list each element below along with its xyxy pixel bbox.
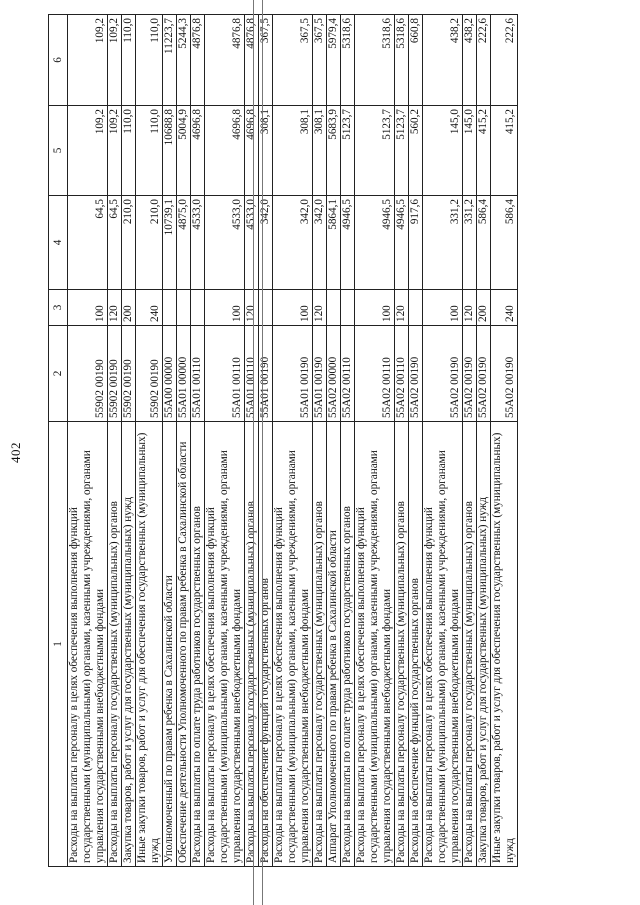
row-value-col5: 109,2 [108, 106, 122, 196]
row-expense-type: 120 [395, 290, 409, 326]
row-value-col6: 438,2 [423, 15, 463, 106]
row-value-col4: 210,0 [122, 196, 136, 290]
row-value-col6: 5318,6 [341, 15, 355, 106]
row-code: 55902 00190 [108, 326, 122, 422]
table-row [313, 15, 327, 867]
row-value-col6: 222,6 [477, 15, 491, 106]
row-value-col5: 4696,8 [245, 106, 259, 196]
row-expense-type: 200 [477, 290, 491, 326]
column-header: 5 [49, 106, 68, 196]
row-value-col6: 367,5 [259, 15, 273, 106]
table-row [163, 15, 177, 867]
row-name: Расходы на выплаты персоналу в целях обеспечения выполнения функций государственными (муниципальными) органами, казенными учреждениями, органами управления государственными внебюджетными фондами [68, 422, 108, 867]
row-value-col4: 586,4 [491, 196, 518, 290]
table-row [205, 15, 245, 867]
table-row [136, 15, 163, 867]
row-value-col5: 308,1 [313, 106, 327, 196]
row-value-col5: 109,2 [68, 106, 108, 196]
row-code: 55А02 00190 [477, 326, 491, 422]
row-expense-type [163, 290, 177, 326]
row-value-col6: 367,5 [313, 15, 327, 106]
header-row [49, 15, 68, 867]
row-value-col6: 5318,6 [395, 15, 409, 106]
row-expense-type [409, 290, 423, 326]
table-row [423, 15, 463, 867]
row-code: 55А01 00000 [177, 326, 191, 422]
row-name: Расходы на выплаты персоналу в целях обеспечения выполнения функций государственными (муниципальными) органами, казенными учреждениями, органами управления государственными внебюджетными фондами [273, 422, 313, 867]
row-value-col4: 4875,0 [177, 196, 191, 290]
row-code: 55А01 00190 [313, 326, 327, 422]
row-name: Расходы на выплаты персоналу государственных (муниципальных) органов [395, 422, 409, 867]
row-name: Закупка товаров, работ и услуг для государственных (муниципальных) нужд [477, 422, 491, 867]
table-row [463, 15, 477, 867]
row-name: Расходы на выплаты персоналу в целях обеспечения выполнения функций государственными (муниципальными) органами, казенными учреждениями, органами управления государственными внебюджетными фондами [205, 422, 245, 867]
row-value-col5: 110,0 [122, 106, 136, 196]
row-expense-type: 240 [136, 290, 163, 326]
row-value-col4: 4946,5 [341, 196, 355, 290]
row-name: Обеспечение деятельности Уполномоченного по правам ребенка в Сахалинской области [177, 422, 191, 867]
table-row [341, 15, 355, 867]
row-value-col4: 331,2 [463, 196, 477, 290]
row-name: Иные закупки товаров, работ и услуг для обеспечения государственных (муниципальных) нужд [136, 422, 163, 867]
row-code: 55902 00190 [136, 326, 163, 422]
page-number: 402 [8, 442, 23, 463]
row-value-col5: 10688,8 [163, 106, 177, 196]
row-expense-type: 120 [245, 290, 259, 326]
row-name: Расходы на выплаты персоналу государственных (муниципальных) органов [463, 422, 477, 867]
table-row [477, 15, 491, 867]
row-value-col4: 342,0 [259, 196, 273, 290]
row-value-col6: 5244,3 [177, 15, 191, 106]
table-row [68, 15, 108, 867]
row-name: Расходы на обеспечение функций государственных органов [259, 422, 273, 867]
row-value-col4: 342,0 [313, 196, 327, 290]
row-value-col5: 4696,8 [191, 106, 205, 196]
row-name: Расходы на выплаты персоналу государственных (муниципальных) органов [245, 422, 259, 867]
row-name: Закупка товаров, работ и услуг для государственных (муниципальных) нужд [122, 422, 136, 867]
row-expense-type [191, 290, 205, 326]
row-value-col4: 64,5 [68, 196, 108, 290]
scan-artifact-line [253, 0, 254, 905]
row-value-col5: 5123,7 [341, 106, 355, 196]
table-row [245, 15, 259, 867]
row-name: Иные закупки товаров, работ и услуг для обеспечения государственных (муниципальных) нужд [491, 422, 518, 867]
row-value-col5: 415,2 [477, 106, 491, 196]
row-value-col4: 331,2 [423, 196, 463, 290]
row-value-col6: 5979,4 [327, 15, 341, 106]
row-code: 55А02 00000 [327, 326, 341, 422]
row-code: 55А01 00110 [205, 326, 245, 422]
table-row [327, 15, 341, 867]
row-expense-type [327, 290, 341, 326]
table-row [355, 15, 395, 867]
column-header: 1 [49, 422, 68, 867]
row-expense-type: 100 [423, 290, 463, 326]
row-value-col4: 4533,0 [205, 196, 245, 290]
table-row [491, 15, 518, 867]
row-value-col4: 210,0 [136, 196, 163, 290]
row-code: 55А02 00110 [395, 326, 409, 422]
row-code: 55А02 00190 [423, 326, 463, 422]
row-code: 55А01 00110 [191, 326, 205, 422]
row-name: Расходы на выплаты персоналу государственных (муниципальных) органов [313, 422, 327, 867]
table-row [191, 15, 205, 867]
row-value-col5: 110,0 [136, 106, 163, 196]
row-value-col6: 110,0 [136, 15, 163, 106]
row-code: 55А02 00190 [463, 326, 477, 422]
row-value-col5: 145,0 [423, 106, 463, 196]
table-row [273, 15, 313, 867]
row-value-col6: 109,2 [68, 15, 108, 106]
row-value-col5: 145,0 [463, 106, 477, 196]
row-code: 55А02 00190 [491, 326, 518, 422]
row-expense-type [259, 290, 273, 326]
table-row [259, 15, 273, 867]
row-name: Расходы на выплаты персоналу в целях обеспечения выполнения функций государственными (муниципальными) органами, казенными учреждениями, органами управления государственными внебюджетными фондами [423, 422, 463, 867]
row-value-col5: 5683,9 [327, 106, 341, 196]
column-header: 6 [49, 15, 68, 106]
row-expense-type: 120 [108, 290, 122, 326]
row-value-col4: 4533,0 [245, 196, 259, 290]
row-name: Аппарат Уполномоченного по правам ребенка в Сахалинской области [327, 422, 341, 867]
row-value-col6: 4876,8 [245, 15, 259, 106]
row-expense-type: 120 [313, 290, 327, 326]
table-row [108, 15, 122, 867]
row-value-col6: 109,2 [108, 15, 122, 106]
row-value-col4: 342,0 [273, 196, 313, 290]
row-expense-type: 200 [122, 290, 136, 326]
row-code: 55902 00190 [122, 326, 136, 422]
scan-artifact-line [262, 0, 263, 905]
column-header: 2 [49, 326, 68, 422]
row-code: 55А01 00190 [259, 326, 273, 422]
row-value-col5: 560,2 [409, 106, 423, 196]
row-value-col6: 367,5 [273, 15, 313, 106]
row-value-col5: 5123,7 [355, 106, 395, 196]
row-value-col5: 4696,8 [205, 106, 245, 196]
row-value-col4: 4946,5 [355, 196, 395, 290]
row-expense-type [341, 290, 355, 326]
row-value-col4: 586,4 [477, 196, 491, 290]
row-value-col4: 5864,1 [327, 196, 341, 290]
column-header: 3 [49, 290, 68, 326]
row-value-col6: 4876,8 [191, 15, 205, 106]
row-name: Расходы на обеспечение функций государственных органов [409, 422, 423, 867]
row-value-col4: 10739,1 [163, 196, 177, 290]
row-code: 55А01 00110 [245, 326, 259, 422]
row-expense-type: 100 [355, 290, 395, 326]
row-value-col6: 438,2 [463, 15, 477, 106]
table-row [177, 15, 191, 867]
table-row [395, 15, 409, 867]
row-expense-type: 120 [463, 290, 477, 326]
column-header: 4 [49, 196, 68, 290]
row-value-col5: 308,1 [259, 106, 273, 196]
row-value-col5: 5123,7 [395, 106, 409, 196]
row-code: 55А02 00110 [341, 326, 355, 422]
row-expense-type: 100 [68, 290, 108, 326]
row-value-col4: 917,6 [409, 196, 423, 290]
row-value-col6: 110,0 [122, 15, 136, 106]
row-value-col6: 222,6 [491, 15, 518, 106]
row-name: Расходы на выплаты по оплате труда работников государственных органов [341, 422, 355, 867]
table-row [409, 15, 423, 867]
row-value-col6: 5318,6 [355, 15, 395, 106]
row-value-col4: 64,5 [108, 196, 122, 290]
row-value-col6: 4876,8 [205, 15, 245, 106]
row-value-col5: 308,1 [273, 106, 313, 196]
row-name: Расходы на выплаты по оплате труда работников государственных органов [191, 422, 205, 867]
budget-table [48, 14, 518, 867]
row-value-col4: 4946,5 [395, 196, 409, 290]
table-row [122, 15, 136, 867]
row-expense-type: 100 [273, 290, 313, 326]
row-expense-type: 100 [205, 290, 245, 326]
row-code: 55А00 00000 [163, 326, 177, 422]
row-code: 55А01 00190 [273, 326, 313, 422]
row-name: Уполномоченный по правам ребенка в Сахалинской области [163, 422, 177, 867]
row-value-col6: 11223,7 [163, 15, 177, 106]
row-name: Расходы на выплаты персоналу государственных (муниципальных) органов [108, 422, 122, 867]
row-expense-type: 240 [491, 290, 518, 326]
row-code: 55902 00190 [68, 326, 108, 422]
row-code: 55А02 00190 [409, 326, 423, 422]
row-value-col5: 415,2 [491, 106, 518, 196]
row-code: 55А02 00110 [355, 326, 395, 422]
row-name: Расходы на выплаты персоналу в целях обеспечения выполнения функций государственными (муниципальными) органами, казенными учреждениями, органами управления государственными внебюджетными фондами [355, 422, 395, 867]
row-value-col5: 5004,9 [177, 106, 191, 196]
row-value-col4: 4533,0 [191, 196, 205, 290]
row-value-col6: 660,8 [409, 15, 423, 106]
row-expense-type [177, 290, 191, 326]
